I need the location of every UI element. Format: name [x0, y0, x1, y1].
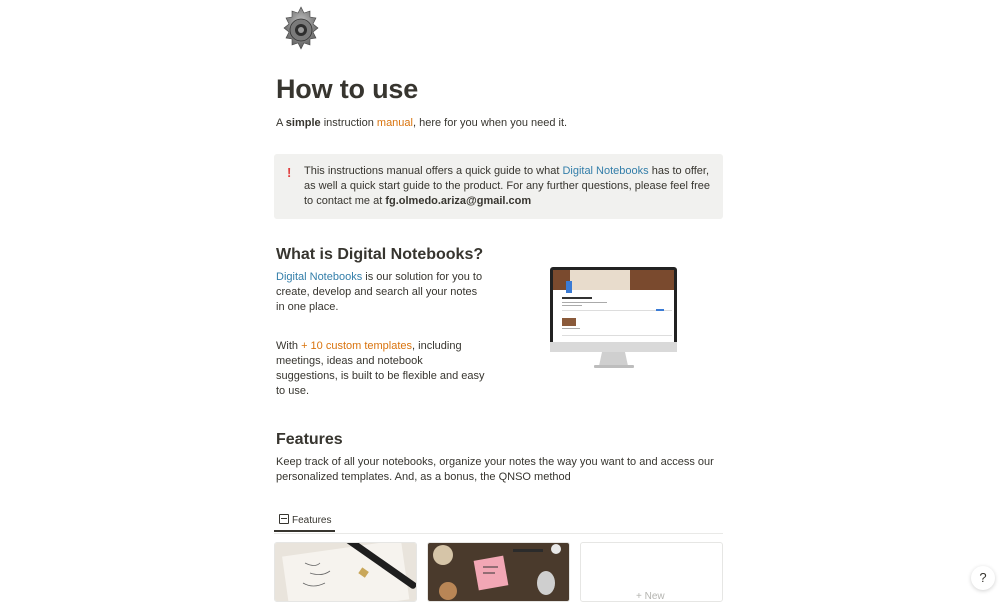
callout-text	[304, 164, 714, 209]
section-heading-what-is: What is Digital Notebooks?	[276, 246, 484, 263]
subtitle-text: A	[276, 117, 286, 129]
gallery-card[interactable]	[427, 542, 570, 602]
card-cover-pen-image	[275, 543, 417, 602]
custom-templates-highlight: + 10 custom templates	[301, 340, 413, 352]
help-button[interactable]: ?	[971, 566, 995, 590]
section-heading-features: Features	[276, 431, 343, 448]
subtitle-manual: manual	[376, 117, 413, 129]
new-card-label: + New	[636, 591, 665, 602]
callout-link-digital-notebooks[interactable]: Digital Notebooks	[562, 165, 649, 177]
what-is-paragraph-1	[276, 270, 486, 315]
subtitle-text: , here for you when you need it.	[412, 117, 568, 129]
subtitle-text: instruction	[320, 117, 377, 129]
callout-part2: has to offer, as well a quick start guide to the product. For any further questions, please feel free to contact me at	[304, 165, 711, 207]
features-description: Keep track of all your notebooks, organize your notes the way you want to and access our personalized templates. And, as a bonus, the QNSO method	[276, 456, 714, 483]
subtitle-simple: simple	[285, 117, 321, 129]
what-is-paragraph-2	[276, 339, 486, 399]
gallery-view-icon	[279, 514, 289, 524]
gallery-card[interactable]	[274, 542, 417, 602]
callout-email[interactable]: fg.olmedo.ariza@gmail.com	[385, 195, 532, 207]
callout-box	[274, 154, 723, 219]
callout-part1: This instructions manual offers a quick guide to what	[304, 165, 563, 177]
new-card-button[interactable]	[580, 542, 723, 602]
what-is-p2-text: With	[276, 340, 302, 352]
link-digital-notebooks[interactable]: Digital Notebooks	[276, 271, 363, 283]
page-title: How to use	[276, 74, 419, 104]
card-cover-desk-image	[428, 543, 570, 602]
page-subtitle	[276, 116, 567, 130]
tab-features-label: Features	[292, 515, 332, 526]
database-view-tabs	[274, 510, 723, 534]
exclamation-icon: !	[287, 165, 292, 180]
gear-icon	[276, 5, 326, 55]
what-is-p2-text: , including meetings, ideas and notebook suggestions, is built to be flexible and easy to use.	[276, 340, 485, 397]
tab-features[interactable]	[274, 510, 335, 532]
what-is-p1-text: is our solution for you to create, develop and search all your notes in one place.	[276, 271, 483, 313]
monitor-image	[550, 267, 677, 369]
